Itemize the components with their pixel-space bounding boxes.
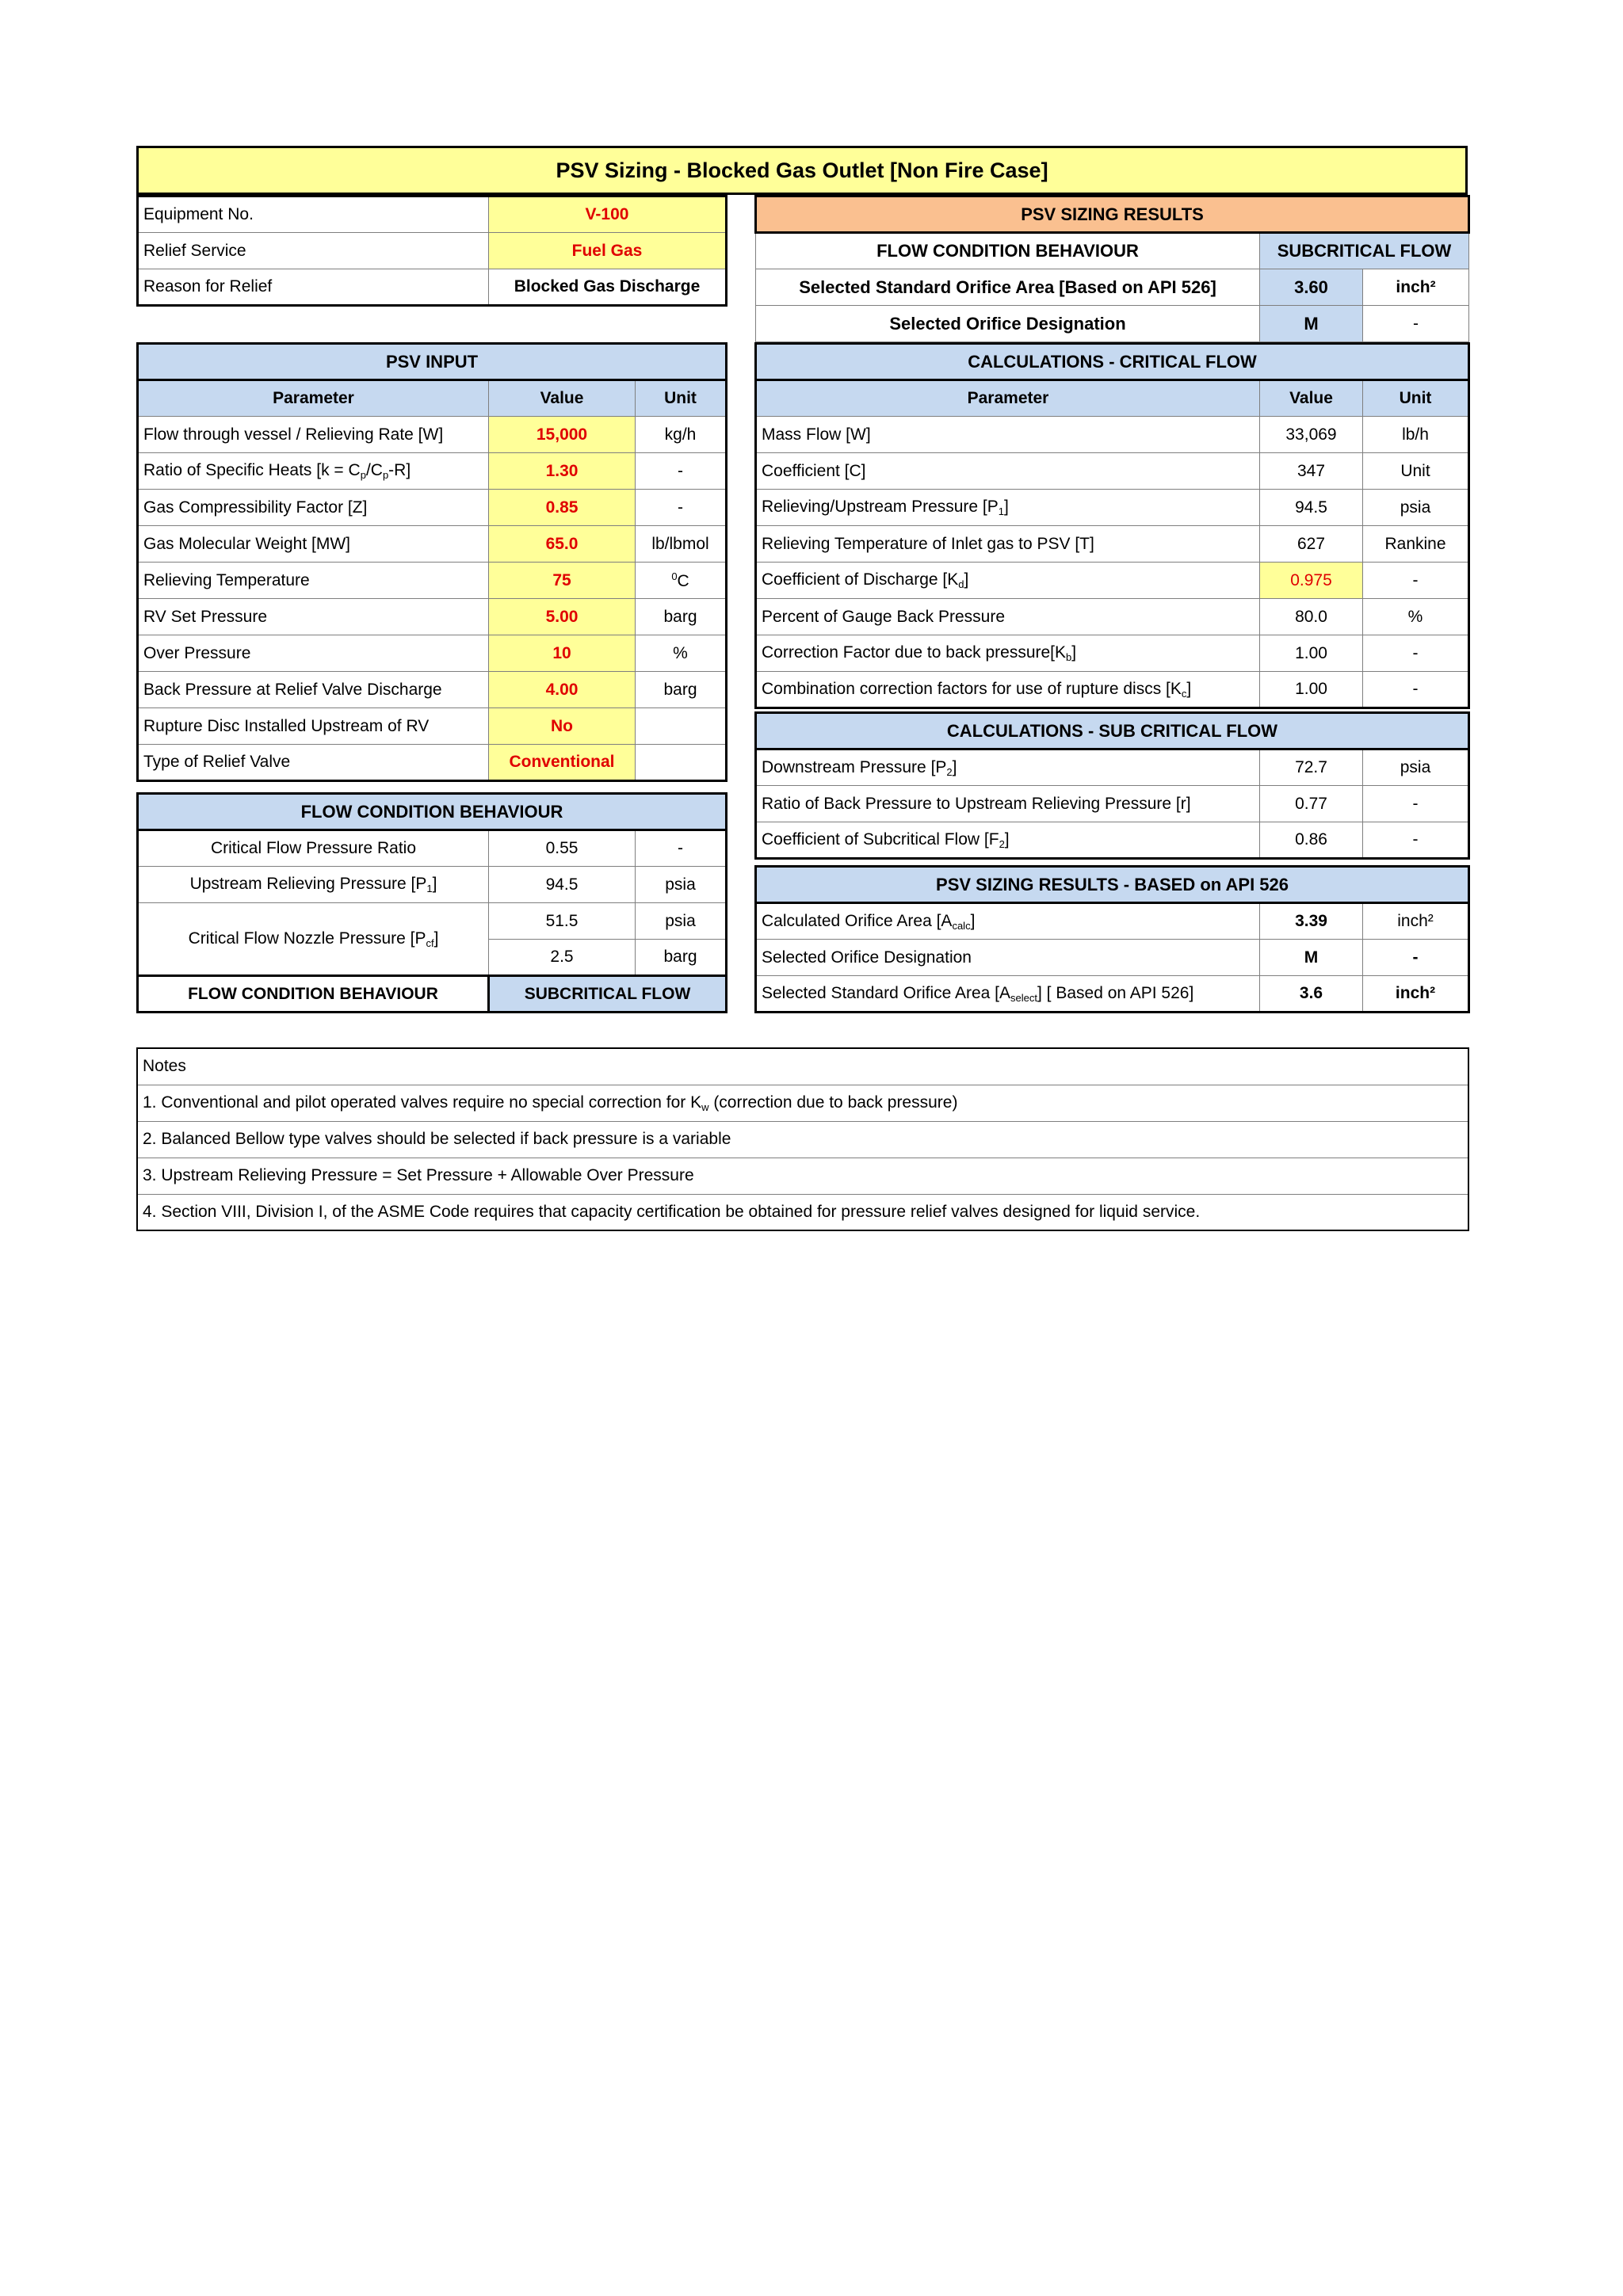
result-unit: - — [1363, 940, 1469, 976]
calc-row — [756, 635, 1469, 672]
label-part: Critical Flow Nozzle Pressure [P — [188, 929, 426, 948]
calc-label — [756, 822, 1260, 859]
calc-unit: % — [1363, 599, 1469, 635]
input-unit: % — [636, 635, 727, 672]
results-summary-table — [754, 195, 1470, 342]
calc-value: 72.7 — [1260, 749, 1363, 786]
label-subscript: d — [958, 578, 964, 590]
calc-value: 347 — [1260, 453, 1363, 490]
result-unit: inch² — [1363, 976, 1469, 1013]
service-label: Relief Service — [138, 233, 489, 269]
input-unit: - — [636, 453, 727, 490]
notes-table — [136, 1047, 1469, 1231]
input-unit — [636, 745, 727, 781]
calc-row — [756, 526, 1469, 563]
label-subscript: p — [360, 469, 366, 481]
calc-label — [756, 672, 1260, 708]
input-unit: kg/h — [636, 417, 727, 453]
calc-value: 0.86 — [1260, 822, 1363, 859]
subcritical-flow-header: CALCULATIONS - SUB CRITICAL FLOW — [756, 713, 1469, 749]
selected-area-unit: inch² — [1363, 269, 1469, 306]
input-row — [138, 672, 727, 708]
input-unit: lb/lbmol — [636, 526, 727, 563]
equipment-row — [138, 196, 727, 233]
input-label: Rupture Disc Installed Upstream of RV — [138, 708, 489, 745]
input-label: Gas Compressibility Factor [Z] — [138, 490, 489, 526]
note-item — [137, 1085, 1468, 1121]
label-part: Coefficient of Subcritical Flow [F — [762, 830, 999, 849]
psv-input-table — [136, 342, 727, 782]
flow-behaviour-table — [136, 792, 727, 1013]
reason-value[interactable]: Blocked Gas Discharge — [489, 269, 727, 306]
calc-row — [756, 563, 1469, 599]
input-label — [138, 453, 489, 490]
label-subscript: 2 — [999, 837, 1005, 850]
calc-row — [756, 490, 1469, 526]
col-value-header: Value — [1260, 380, 1363, 417]
subcritical-flow-table — [754, 711, 1470, 860]
label-part: ] — [964, 570, 969, 589]
selected-designation-value: M — [1260, 306, 1363, 342]
flow-result-label: FLOW CONDITION BEHAVIOUR — [138, 976, 489, 1013]
result-label — [756, 903, 1260, 940]
calc-row — [756, 749, 1469, 786]
result-row — [756, 940, 1469, 976]
selected-area-value: 3.60 — [1260, 269, 1363, 306]
result-unit: inch² — [1363, 903, 1469, 940]
input-row — [138, 708, 727, 745]
label-subscript: p — [382, 469, 389, 481]
input-label: Back Pressure at Relief Valve Discharge — [138, 672, 489, 708]
label-part: ] — [433, 929, 439, 948]
upstream-pressure-unit: psia — [636, 867, 727, 903]
selected-designation-unit: - — [1363, 306, 1469, 342]
calc-label: Ratio of Back Pressure to Upstream Relieving Pressure [r] — [756, 786, 1260, 822]
selected-designation-label: Selected Orifice Designation — [756, 306, 1260, 342]
input-row — [138, 635, 727, 672]
input-label: Type of Relief Valve — [138, 745, 489, 781]
label-part: Upstream Relieving Pressure [P — [189, 875, 427, 893]
result-row — [756, 976, 1469, 1013]
critical-ratio-unit: - — [636, 830, 727, 867]
calc-label: Coefficient [C] — [756, 453, 1260, 490]
label-subscript: b — [1066, 651, 1072, 663]
result-label — [756, 976, 1260, 1013]
calc-value: 1.00 — [1260, 672, 1363, 708]
input-row — [138, 745, 727, 781]
label-part: /C — [365, 461, 383, 479]
result-value: 3.39 — [1260, 903, 1363, 940]
col-parameter-header: Parameter — [138, 380, 489, 417]
calc-unit: Rankine — [1363, 526, 1469, 563]
result-label: Selected Orifice Designation — [756, 940, 1260, 976]
note-subscript: w — [701, 1100, 709, 1113]
note-text: 1. Conventional and pilot operated valves require no special correction for K — [143, 1093, 702, 1112]
input-value[interactable]: 10 — [489, 635, 636, 672]
col-unit-header: Unit — [636, 380, 727, 417]
nozzle-pressure-unit-barg: barg — [636, 940, 727, 976]
note-item: 2. Balanced Bellow type valves should be selected if back pressure is a variable — [137, 1121, 1468, 1158]
psv-input-header: PSV INPUT — [138, 344, 727, 380]
input-row — [138, 563, 727, 599]
calc-value: 1.00 — [1260, 635, 1363, 672]
note-text: (correction due to back pressure) — [708, 1093, 958, 1112]
upstream-pressure-label — [138, 867, 489, 903]
label-part: ] — [1004, 830, 1010, 849]
calc-unit: - — [1363, 635, 1469, 672]
calc-value: 0.77 — [1260, 786, 1363, 822]
calc-row — [756, 417, 1469, 453]
input-row — [138, 599, 727, 635]
label-subscript: 1 — [998, 505, 1005, 517]
input-value[interactable]: 4.00 — [489, 672, 636, 708]
calc-unit: - — [1363, 786, 1469, 822]
input-label: RV Set Pressure — [138, 599, 489, 635]
input-unit: - — [636, 490, 727, 526]
label-subscript: 1 — [426, 883, 433, 894]
input-value[interactable]: 5.00 — [489, 599, 636, 635]
reason-row — [138, 269, 727, 306]
calc-label: Percent of Gauge Back Pressure — [756, 599, 1260, 635]
flow-condition-label: FLOW CONDITION BEHAVIOUR — [756, 233, 1260, 269]
flow-behaviour-header: FLOW CONDITION BEHAVIOUR — [138, 794, 727, 830]
equipment-value[interactable]: V-100 — [489, 196, 727, 233]
label-part: ] — [1186, 679, 1192, 698]
service-row — [138, 233, 727, 269]
reason-label: Reason for Relief — [138, 269, 489, 306]
input-value[interactable]: 1.30 — [489, 453, 636, 490]
label-part: ] — [1071, 643, 1077, 662]
calc-label — [756, 490, 1260, 526]
input-value[interactable]: 65.0 — [489, 526, 636, 563]
calc-unit: - — [1363, 822, 1469, 859]
result-row — [756, 903, 1469, 940]
calc-unit: lb/h — [1363, 417, 1469, 453]
input-value[interactable]: 75 — [489, 563, 636, 599]
col-parameter-header: Parameter — [756, 380, 1260, 417]
calc-label: Mass Flow [W] — [756, 417, 1260, 453]
api526-results-table — [754, 865, 1470, 1013]
label-part: Selected Standard Orifice Area [A — [762, 983, 1011, 1002]
calc-value: 94.5 — [1260, 490, 1363, 526]
calc-label — [756, 635, 1260, 672]
label-part: Correction Factor due to back pressure[K — [762, 643, 1067, 662]
label-subscript: calc — [952, 919, 971, 932]
calc-row — [756, 822, 1469, 859]
calc-row — [756, 599, 1469, 635]
calc-row — [756, 453, 1469, 490]
calc-unit: Unit — [1363, 453, 1469, 490]
calc-row — [756, 672, 1469, 708]
calc-value: 627 — [1260, 526, 1363, 563]
input-unit — [636, 708, 727, 745]
input-label: Relieving Temperature — [138, 563, 489, 599]
label-part: ] [ Based on API 526] — [1037, 983, 1194, 1002]
label-part: ] — [432, 875, 437, 893]
input-value[interactable]: 15,000 — [489, 417, 636, 453]
label-part: ] — [1004, 498, 1009, 516]
flow-result-value: SUBCRITICAL FLOW — [489, 976, 727, 1013]
input-unit: barg — [636, 599, 727, 635]
calc-unit: psia — [1363, 490, 1469, 526]
equipment-table — [136, 195, 727, 307]
results-header: PSV SIZING RESULTS — [756, 196, 1469, 233]
calc-label — [756, 563, 1260, 599]
input-row — [138, 417, 727, 453]
label-subscript: select — [1010, 991, 1037, 1004]
calc-unit: - — [1363, 672, 1469, 708]
label-part: ] — [952, 757, 957, 776]
col-unit-header: Unit — [1363, 380, 1469, 417]
discharge-coefficient-value[interactable]: 0.975 — [1260, 563, 1363, 599]
input-row — [138, 453, 727, 490]
label-subscript: c — [1181, 687, 1187, 700]
col-value-header: Value — [489, 380, 636, 417]
calc-label — [756, 749, 1260, 786]
flow-condition-value: SUBCRITICAL FLOW — [1260, 233, 1469, 269]
label-part: Combination correction factors for use of rupture discs [K — [762, 679, 1182, 698]
critical-ratio-value: 0.55 — [489, 830, 636, 867]
notes-header: Notes — [137, 1048, 1468, 1085]
nozzle-pressure-barg: 2.5 — [489, 940, 636, 976]
label-part: Downstream Pressure [P — [762, 757, 947, 776]
input-value[interactable]: 0.85 — [489, 490, 636, 526]
label-part: ] — [970, 911, 976, 930]
service-value[interactable]: Fuel Gas — [489, 233, 727, 269]
result-value: 3.6 — [1260, 976, 1363, 1013]
input-label: Gas Molecular Weight [MW] — [138, 526, 489, 563]
selected-area-label: Selected Standard Orifice Area [Based on API 526] — [756, 269, 1260, 306]
label-subscript: 2 — [946, 765, 953, 778]
unit-superscript: 0 — [671, 570, 678, 582]
critical-ratio-label: Critical Flow Pressure Ratio — [138, 830, 489, 867]
input-label: Flow through vessel / Relieving Rate [W] — [138, 417, 489, 453]
note-item: 3. Upstream Relieving Pressure = Set Pressure + Allowable Over Pressure — [137, 1158, 1468, 1194]
calc-value: 33,069 — [1260, 417, 1363, 453]
label-part: Relieving/Upstream Pressure [P — [762, 498, 999, 516]
result-value: M — [1260, 940, 1363, 976]
input-value[interactable]: Conventional — [489, 745, 636, 781]
label-part: Coefficient of Discharge [K — [762, 570, 959, 589]
nozzle-pressure-unit-psia: psia — [636, 903, 727, 940]
upstream-pressure-value: 94.5 — [489, 867, 636, 903]
calc-unit: - — [1363, 563, 1469, 599]
nozzle-pressure-label — [138, 903, 489, 976]
page-title: PSV Sizing - Blocked Gas Outlet [Non Fire Case] — [136, 146, 1468, 195]
input-value[interactable]: No — [489, 708, 636, 745]
nozzle-pressure-psia: 51.5 — [489, 903, 636, 940]
input-unit: barg — [636, 672, 727, 708]
note-item: 4. Section VIII, Division I, of the ASME Code requires that capacity certification be obtained for pressure relief valves designed for liquid service. — [137, 1194, 1468, 1230]
critical-flow-table — [754, 342, 1470, 709]
label-part: -R] — [388, 461, 411, 479]
input-row — [138, 490, 727, 526]
critical-flow-header: CALCULATIONS - CRITICAL FLOW — [756, 344, 1469, 380]
equipment-label: Equipment No. — [138, 196, 489, 233]
input-row — [138, 526, 727, 563]
calc-value: 80.0 — [1260, 599, 1363, 635]
unit-text: C — [677, 571, 689, 590]
calc-label: Relieving Temperature of Inlet gas to PSV [T] — [756, 526, 1260, 563]
input-unit — [636, 563, 727, 599]
input-label: Over Pressure — [138, 635, 489, 672]
label-subscript: cf — [426, 936, 434, 949]
label-part: Calculated Orifice Area [A — [762, 911, 953, 930]
calc-row — [756, 786, 1469, 822]
api526-header: PSV SIZING RESULTS - BASED on API 526 — [756, 867, 1469, 903]
calc-unit: psia — [1363, 749, 1469, 786]
label-part: Ratio of Specific Heats [k = C — [143, 461, 361, 479]
